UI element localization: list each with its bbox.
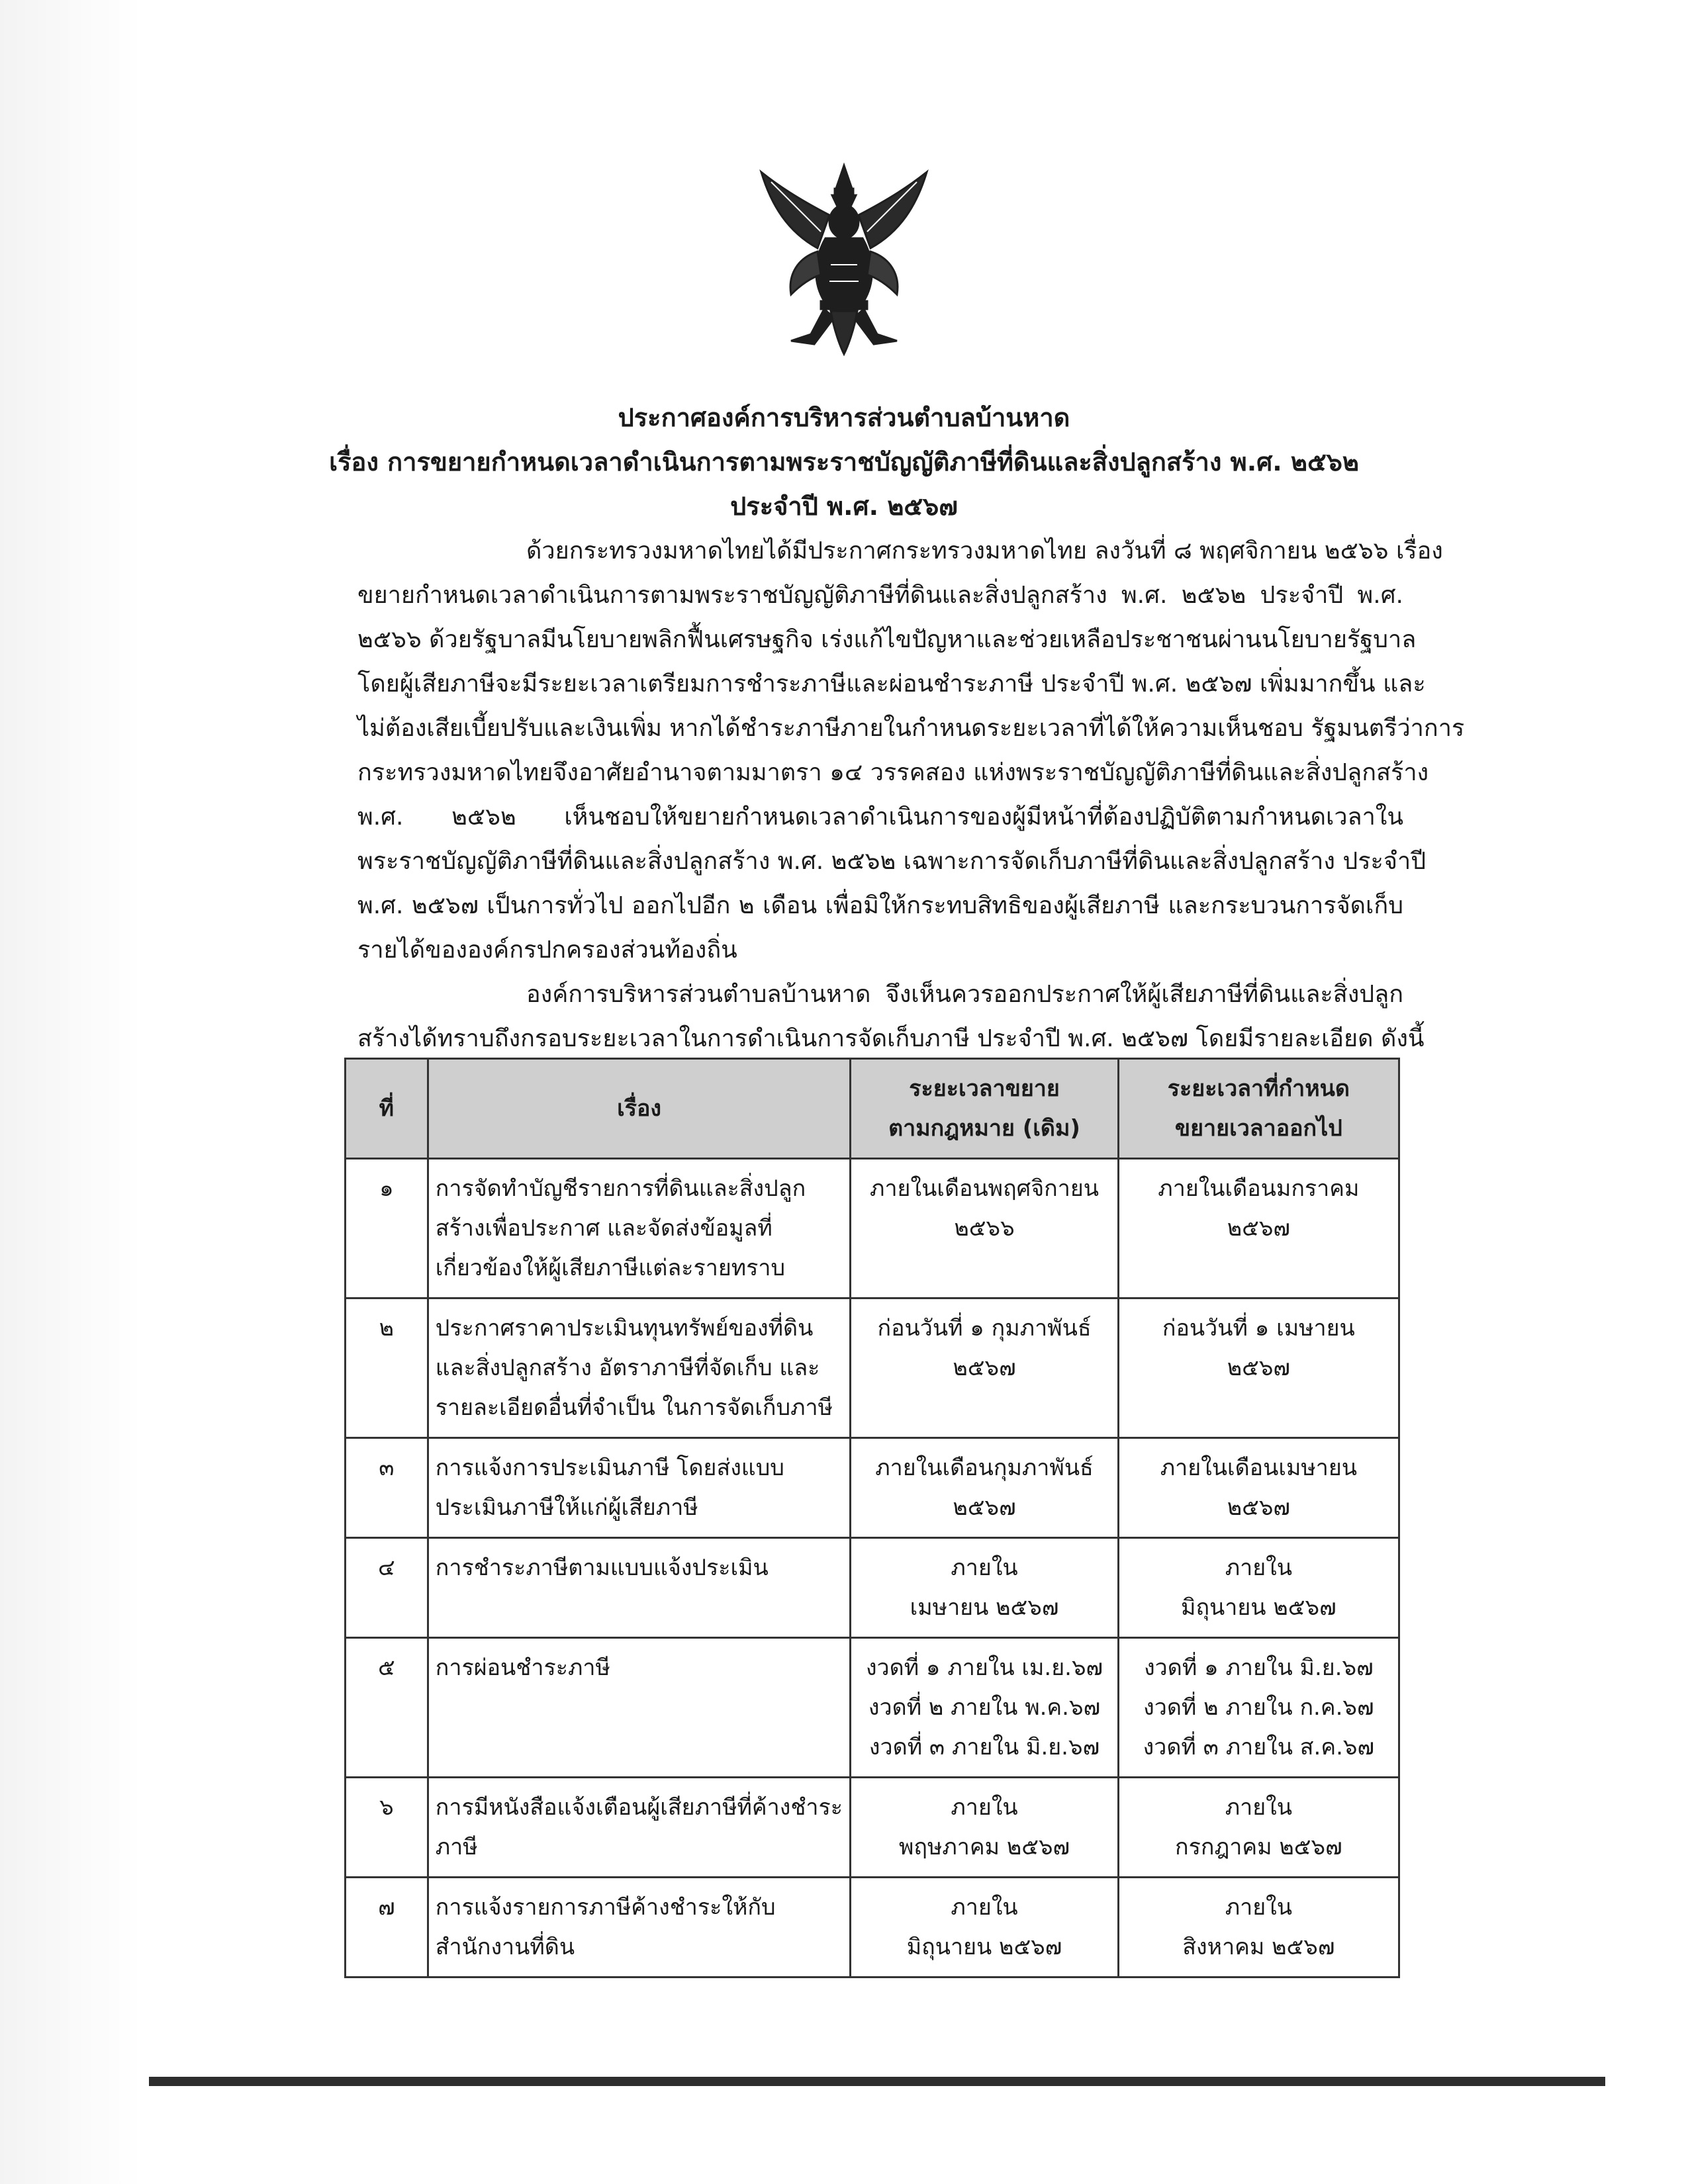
extended-period-cell bbox=[1118, 1159, 1399, 1298]
table-body bbox=[346, 1159, 1399, 1978]
extended-period-cell bbox=[1118, 1538, 1399, 1638]
subject-cell-line: การจัดทำบัญชีรายการที่ดินและสิ่งปลูก bbox=[435, 1175, 806, 1202]
extended-period-cell-line: สิงหาคม ๒๕๖๗ bbox=[1182, 1934, 1335, 1960]
original-period-cell bbox=[851, 1878, 1118, 1978]
column-header-no: ที่ bbox=[346, 1059, 428, 1159]
row-number: ๓ bbox=[346, 1438, 428, 1538]
column-header-subject: เรื่อง bbox=[428, 1059, 851, 1159]
column-header-extended-period bbox=[1118, 1059, 1399, 1159]
row-number: ๕ bbox=[346, 1638, 428, 1778]
extended-period-cell bbox=[1118, 1298, 1399, 1438]
paragraph-line: พระราชบัญญัติภาษีที่ดินและสิ่งปลูกสร้าง พ.ศ. ๒๕๖๒ เฉพาะการจัดเก็บภาษีที่ดินและสิ่งปลูกสร้าง ประจำปี bbox=[357, 848, 1427, 875]
original-period-cell-line: ๒๕๖๗ bbox=[953, 1494, 1016, 1521]
original-period-cell-line: ภายในเดือนพฤศจิกายน bbox=[870, 1175, 1100, 1202]
extended-period-cell-line: มิถุนายน ๒๕๖๗ bbox=[1181, 1594, 1336, 1621]
original-period-cell bbox=[851, 1159, 1118, 1298]
paragraph-line: พ.ศ. ๒๕๖๒ เห็นชอบให้ขยายกำหนดเวลาดำเนินการของผู้มีหน้าที่ต้องปฏิบัติตามกำหนดเวลาใน bbox=[357, 803, 1403, 831]
table-row bbox=[346, 1159, 1399, 1298]
extended-period-cell-line: งวดที่ ๓ ภายใน ส.ค.๖๗ bbox=[1143, 1734, 1375, 1760]
paragraph-line: ด้วยกระทรวงมหาดไทยได้มีประกาศกระทรวงมหาดไทย ลงวันที่ ๘ พฤศจิกายน ๒๕๖๖ เรื่อง bbox=[526, 537, 1443, 565]
row-number: ๗ bbox=[346, 1878, 428, 1978]
original-period-cell-line: ภายใน bbox=[951, 1555, 1018, 1581]
extended-period-cell-line: ภายใน bbox=[1225, 1555, 1292, 1581]
original-period-cell-line: พฤษภาคม ๒๕๖๗ bbox=[898, 1834, 1070, 1860]
column-header-original-period bbox=[851, 1059, 1118, 1159]
scan-edge-shadow bbox=[0, 0, 142, 2184]
extended-period-cell bbox=[1118, 1638, 1399, 1778]
announcement-subject: เรื่อง การขยายกำหนดเวลาดำเนินการตามพระราชบัญญัติภาษีที่ดินและสิ่งปลูกสร้าง พ.ศ. ๒๕๖๒ bbox=[329, 447, 1359, 477]
original-period-cell-line: มิถุนายน ๒๕๖๗ bbox=[906, 1934, 1062, 1960]
subject-cell bbox=[428, 1159, 851, 1298]
page-bottom-rule bbox=[149, 2077, 1605, 2086]
subject-cell-line: ภาษี bbox=[435, 1834, 478, 1860]
subject-cell-line: การผ่อนชำระภาษี bbox=[435, 1655, 610, 1681]
subject-cell-line: การมีหนังสือแจ้งเตือนผู้เสียภาษีที่ค้างชำระ bbox=[435, 1794, 843, 1821]
extended-period-cell-line: งวดที่ ๑ ภายใน มิ.ย.๖๗ bbox=[1144, 1655, 1374, 1681]
original-period-cell-line: ภายใน bbox=[951, 1794, 1018, 1821]
extended-period-cell-line: งวดที่ ๒ ภายใน ก.ค.๖๗ bbox=[1143, 1694, 1374, 1721]
original-period-cell bbox=[851, 1438, 1118, 1538]
subject-cell-line: เกี่ยวข้องให้ผู้เสียภาษีแต่ละรายทราบ bbox=[435, 1255, 786, 1281]
subject-cell bbox=[428, 1878, 851, 1978]
original-period-cell-line: ภายใน bbox=[951, 1894, 1018, 1921]
subject-cell bbox=[428, 1438, 851, 1538]
original-period-cell-line: งวดที่ ๓ ภายใน มิ.ย.๖๗ bbox=[868, 1734, 1100, 1760]
paragraph-line: ๒๕๖๖ ด้วยรัฐบาลมีนโยบายพลิกฟื้นเศรษฐกิจ เร่งแก้ไขปัญหาและช่วยเหลือประชาชนผ่านนโยบายรัฐบาล bbox=[357, 626, 1417, 653]
paragraph-line: องค์การบริหารส่วนตำบลบ้านหาด จึงเห็นควรออกประกาศให้ผู้เสียภาษีที่ดินและสิ่งปลูก bbox=[526, 981, 1403, 1008]
header-line: ขยายเวลาออกไป bbox=[1174, 1115, 1342, 1142]
original-period-cell-line: ๒๕๖๖ bbox=[954, 1215, 1015, 1242]
paragraph-line: ขยายกำหนดเวลาดำเนินการตามพระราชบัญญัติภาษีที่ดินและสิ่งปลูกสร้าง พ.ศ. ๒๕๖๒ ประจำปี พ.ศ. bbox=[357, 582, 1403, 609]
extended-period-cell bbox=[1118, 1778, 1399, 1878]
original-period-cell-line: เมษายน ๒๕๖๗ bbox=[910, 1594, 1059, 1621]
extended-period-cell bbox=[1118, 1438, 1399, 1538]
original-period-cell bbox=[851, 1298, 1118, 1438]
header-line: ตามกฎหมาย (เดิม) bbox=[888, 1115, 1080, 1142]
original-period-cell-line: ก่อนวันที่ ๑ กุมภาพันธ์ bbox=[877, 1315, 1092, 1342]
row-number: ๒ bbox=[346, 1298, 428, 1438]
subject-cell bbox=[428, 1638, 851, 1778]
extended-period-cell-line: ภายใน bbox=[1225, 1794, 1292, 1821]
extended-period-cell-line: ภายในเดือนมกราคม bbox=[1158, 1175, 1360, 1202]
row-number: ๖ bbox=[346, 1778, 428, 1878]
extended-period-cell bbox=[1118, 1878, 1399, 1978]
table-header-row bbox=[346, 1059, 1399, 1159]
subject-cell-line: การแจ้งการประเมินภาษี โดยส่งแบบ bbox=[435, 1455, 784, 1481]
subject-cell bbox=[428, 1298, 851, 1438]
subject-cell bbox=[428, 1778, 851, 1878]
paragraph-line: พ.ศ. ๒๕๖๗ เป็นการทั่วไป ออกไปอีก ๒ เดือน เพื่อมิให้กระทบสิทธิของผู้เสียภาษี และกระบวนการจัดเก็บ bbox=[357, 892, 1403, 919]
table-row bbox=[346, 1878, 1399, 1978]
paragraph-line: ไม่ต้องเสียเบี้ยปรับและเงินเพิ่ม หากได้ชำระภาษีภายในกำหนดระยะเวลาที่ได้ให้ความเห็นชอบ รัฐมนตรีว่าการ bbox=[357, 715, 1465, 742]
subject-cell-line: ประกาศราคาประเมินทุนทรัพย์ของที่ดิน bbox=[435, 1315, 814, 1342]
table-row bbox=[346, 1298, 1399, 1438]
tax-schedule-table bbox=[344, 1058, 1400, 1978]
subject-cell-line: ประเมินภาษีให้แก่ผู้เสียภาษี bbox=[435, 1494, 698, 1521]
subject-cell-line: การชำระภาษีตามแบบแจ้งประเมิน bbox=[435, 1555, 769, 1581]
subject-cell-line: สำนักงานที่ดิน bbox=[435, 1934, 575, 1960]
subject-cell-line: รายละเอียดอื่นที่จำเป็น ในการจัดเก็บภาษี bbox=[435, 1394, 833, 1421]
extended-period-cell-line: กรกฎาคม ๒๕๖๗ bbox=[1175, 1834, 1342, 1860]
extended-period-cell-line: ๒๕๖๗ bbox=[1227, 1355, 1290, 1381]
row-number: ๑ bbox=[346, 1159, 428, 1298]
table-row bbox=[346, 1638, 1399, 1778]
extended-period-cell-line: ก่อนวันที่ ๑ เมษายน bbox=[1162, 1315, 1355, 1342]
announcement-year: ประจำปี พ.ศ. ๒๕๖๗ bbox=[730, 492, 958, 521]
header-line: ระยะเวลาที่กำหนด bbox=[1167, 1075, 1350, 1102]
table-row bbox=[346, 1538, 1399, 1638]
original-period-cell bbox=[851, 1538, 1118, 1638]
paragraph-line: สร้างได้ทราบถึงกรอบระยะเวลาในการดำเนินการจัดเก็บภาษี ประจำปี พ.ศ. ๒๕๖๗ โดยมีรายละเอียด ดังนี้ bbox=[357, 1025, 1425, 1052]
subject-cell-line: การแจ้งรายการภาษีค้างชำระให้กับ bbox=[435, 1894, 776, 1921]
subject-cell bbox=[428, 1538, 851, 1638]
original-period-cell-line: ๒๕๖๗ bbox=[953, 1355, 1016, 1381]
extended-period-cell-line: ภายในเดือนเมษายน ๒๕๖๗ bbox=[1160, 1455, 1358, 1521]
table-row bbox=[346, 1438, 1399, 1538]
header-line: ระยะเวลาขยาย bbox=[909, 1075, 1060, 1102]
original-period-cell bbox=[851, 1638, 1118, 1778]
extended-period-cell-line: ภายใน bbox=[1225, 1894, 1292, 1921]
subject-cell-line: และสิ่งปลูกสร้าง อัตราภาษีที่จัดเก็บ และ bbox=[435, 1355, 820, 1381]
original-period-cell bbox=[851, 1778, 1118, 1878]
subject-cell-line: สร้างเพื่อประกาศ และจัดส่งข้อมูลที่ bbox=[435, 1215, 773, 1242]
original-period-cell-line: งวดที่ ๑ ภายใน เม.ย.๖๗ bbox=[865, 1655, 1103, 1681]
extended-period-cell-line: ๒๕๖๗ bbox=[1227, 1215, 1290, 1242]
paragraph-line: รายได้ขององค์กรปกครองส่วนท้องถิ่น bbox=[357, 936, 737, 964]
garuda-emblem-icon bbox=[751, 159, 937, 357]
table-row bbox=[346, 1778, 1399, 1878]
original-period-cell-line: ภายในเดือนกุมภาพันธ์ bbox=[875, 1455, 1094, 1481]
original-period-cell-line: งวดที่ ๒ ภายใน พ.ค.๖๗ bbox=[868, 1694, 1101, 1721]
row-number: ๔ bbox=[346, 1538, 428, 1638]
announcement-title: ประกาศองค์การบริหารส่วนตำบลบ้านหาด bbox=[618, 403, 1070, 432]
paragraph-line: โดยผู้เสียภาษีจะมีระยะเวลาเตรียมการชำระภาษีและผ่อนชำระภาษี ประจำปี พ.ศ. ๒๕๖๗ เพิ่มมากขึ้น และ bbox=[357, 670, 1426, 698]
paragraph-line: กระทรวงมหาดไทยจึงอาศัยอำนาจตามมาตรา ๑๔ วรรคสอง แห่งพระราชบัญญัติภาษีที่ดินและสิ่งปลูกสร้าง bbox=[357, 759, 1429, 786]
